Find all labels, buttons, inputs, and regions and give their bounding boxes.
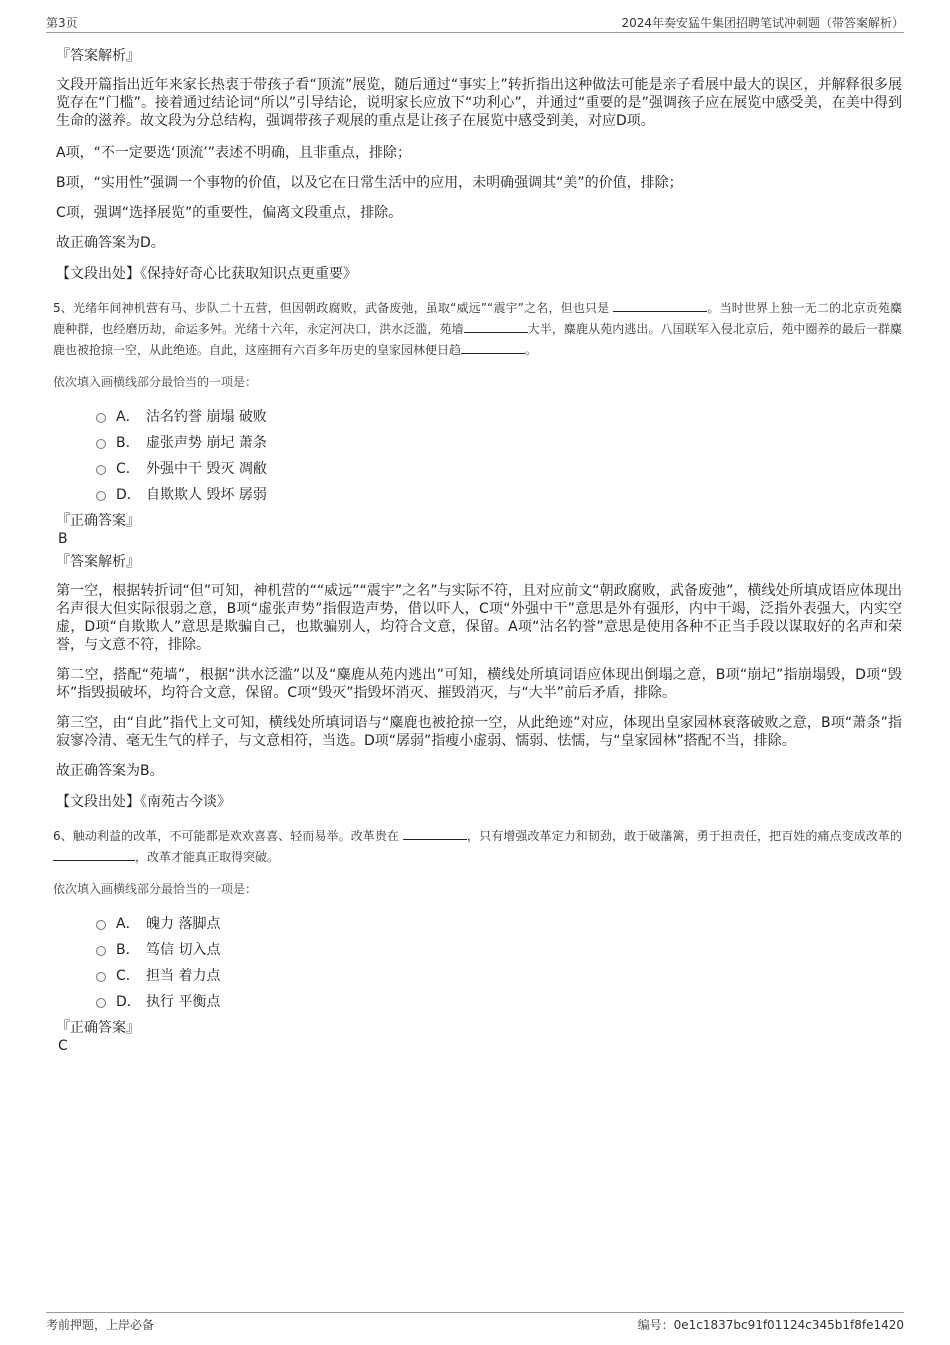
q4-analysis-paragraph: B项，“实用性”强调一个事物的价值，以及它在日常生活中的应用，未明确强调其“美”的价值，排除； <box>56 175 683 191</box>
q5-source <box>56 792 902 812</box>
q6-stem <box>53 826 902 868</box>
q5-stem <box>53 298 902 361</box>
footer-slogan: 考前押题，上岸必备 <box>46 1318 155 1332</box>
document-title: 2024年奏安猛牛集团招聘笔试冲刺题（带答案解析） <box>621 16 904 30</box>
correct-answer-label: 『正确答案』 <box>56 513 140 529</box>
source-prefix: 【文段出处】 <box>56 266 140 282</box>
page-footer <box>46 1312 904 1333</box>
option-c[interactable]: C． 担当 着力点 <box>96 963 902 989</box>
q5-text: 大半，麋鹿从苑内逃出。八国联军入侵北京后，苑中圈养的最后一群麋鹿也被抢掠一空，从此绝迹。自此，这座拥有六百多年历史的皇家园林便日趋 <box>53 322 902 357</box>
q5-analysis-paragraph: 第二空，搭配“苑墙”，根据“洪水泛滥”以及“麋鹿从苑内逃出”可知，横线处所填词语应体现出倒塌之意，B项“崩圮”指崩塌毁，D项“毁坏”指毁损破坏，均符合文意，保留。C项“毁灭”指毁坏消灭、摧毁消灭，与“大半”前后矛盾，排除。 <box>56 667 902 701</box>
fill-blank <box>461 341 525 354</box>
q4-source <box>56 264 902 284</box>
page-content <box>53 46 902 1059</box>
correct-answer-label: 『正确答案』 <box>56 1020 140 1036</box>
option-d[interactable]: D． 执行 平衡点 <box>96 989 902 1015</box>
source-prefix: 【文段出处】 <box>56 794 140 810</box>
radio-icon[interactable] <box>96 465 106 475</box>
analysis-label: 『答案解析』 <box>56 554 140 570</box>
radio-icon[interactable] <box>96 972 106 982</box>
q6-prompt: 依次填入画横线部分最恰当的一项是： <box>53 882 258 896</box>
q4-conclusion: 故正确答案为D。 <box>56 235 165 251</box>
q5-prompt: 依次填入画横线部分最恰当的一项是： <box>53 375 258 389</box>
option-a[interactable]: A． 魄力 落脚点 <box>96 911 902 937</box>
radio-icon[interactable] <box>96 491 106 501</box>
q5-analysis-paragraph: 第一空，根据转折词“但”可知，神机营的““威远”“震宇”之名”与实际不符，且对应前文“朝政腐败，武备废弛”，横线处所填成语应体现出名声很大但实际很弱之意，B项“虚张声势”指假造声势，借以吓人，C项“外强中干”意思是外有强形，内中干竭，泛指外表强大，内实空虚，D项“自欺欺人”意思是欺骗自己，也欺骗别人，均符合文意，保留。A项“沽名钓誉”意思是使用各种不正当手段以谋取好的名声和荣誉，与文意不符，排除。 <box>56 583 902 653</box>
option-a[interactable]: A． 沽名钓誉 崩塌 破败 <box>96 404 902 430</box>
fill-blank <box>613 299 707 312</box>
radio-icon[interactable] <box>96 439 106 449</box>
source-title: 《南苑古今谈》 <box>140 794 231 810</box>
radio-icon[interactable] <box>96 413 106 423</box>
page-header <box>46 14 904 33</box>
q5-text: 。当时世界上独一无二的北京贡苑麋鹿种群，也经磨历劫，命运多舛。光绪十六年，永定河决口，洪水泛滥，苑墙 <box>53 301 902 336</box>
radio-icon[interactable] <box>96 946 106 956</box>
option-d[interactable]: D． 自欺欺人 毁坏 孱弱 <box>96 482 902 508</box>
source-title: 《保持好奇心比获取知识点更重要》 <box>140 266 357 282</box>
fill-blank <box>403 827 467 840</box>
q4-analysis-paragraph: 文段开篇指出近年来家长热衷于带孩子看“顶流”展览，随后通过“事实上”转折指出这种做法可能是亲子看展中最大的误区，并解释很多展览存在“门槛”。接着通过结论词“所以”引导结论，说明家长应放下“功利心”，并通过“重要的是”强调孩子应在展览中感受美，在美中得到生命的滋养。故文段为分总结构，强调带孩子观展的重点是让孩子在展览中感受到美，对应D项。 <box>56 77 902 129</box>
analysis-label: 『答案解析』 <box>56 48 140 64</box>
radio-icon[interactable] <box>96 998 106 1008</box>
q5-analysis-paragraph: 第三空，由“自此”指代上文可知，横线处所填词语与“麋鹿也被抢掠一空，从此绝迹”对应，体现出皇家园林衰落破败之意，B项“萧条”指寂寥冷清、毫无生气的样子，与文意相符，当选。D项“孱弱”指瘦小虚弱、懦弱、怯懦，与“皇家园林”搭配不当，排除。 <box>56 715 902 749</box>
fill-blank <box>53 848 135 861</box>
q5-options <box>96 404 902 508</box>
option-b[interactable]: B． 虚张声势 崩圮 萧条 <box>96 430 902 456</box>
radio-icon[interactable] <box>96 920 106 930</box>
q6-text: ，改革才能真正取得突破。 <box>135 850 280 864</box>
q6-options <box>96 911 902 1015</box>
option-b[interactable]: B． 笃信 切入点 <box>96 937 902 963</box>
q5-conclusion: 故正确答案为B。 <box>56 763 164 779</box>
q5-text: 5、光绪年间神机营有马、步队二十五营，但因朝政腐败，武备废弛，虽取“威远”“震宇”之名，但也只是 <box>53 301 610 315</box>
q6-text: ，只有增强改革定力和韧劲，敢于破藩篱，勇于担责任，把百姓的痛点变成改革的 <box>466 829 902 843</box>
option-c[interactable]: C． 外强中干 毁灭 凋敝 <box>96 456 902 482</box>
q6-text: 6、触动利益的改革，不可能都是欢欢喜喜、轻而易举。改革贵在 <box>53 829 400 843</box>
page-number: 第3页 <box>46 16 78 30</box>
q4-analysis-paragraph: C项，强调“选择展览”的重要性，偏离文段重点，排除。 <box>56 205 403 221</box>
q6-correct-answer: C <box>58 1038 68 1054</box>
q5-text: 。 <box>525 343 538 357</box>
fill-blank <box>464 320 528 333</box>
document-code: 编号：0e1c1837bc91f01124c345b1f8fe1420 <box>637 1318 904 1332</box>
q4-analysis-paragraph: A项，“不一定要选‘顶流’”表述不明确，且非重点，排除； <box>56 145 411 161</box>
q5-correct-answer: B <box>58 531 68 547</box>
